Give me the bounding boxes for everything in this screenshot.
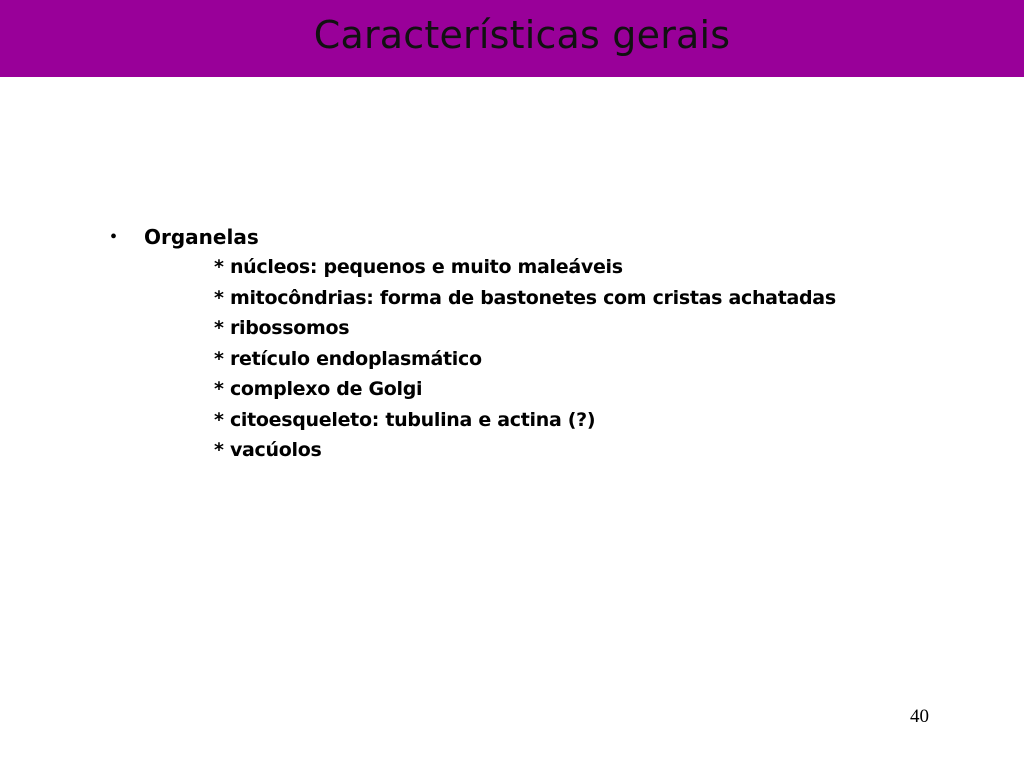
page-number: 40: [910, 706, 929, 727]
organelle-list: [110, 252, 990, 466]
bullet-dot-icon: •: [110, 226, 118, 248]
organelle-item-vacuolos: * vacúolos: [214, 439, 322, 461]
title-bar: [0, 0, 1024, 77]
organelle-item-mitocondrias: * mitocôndrias: forma de bastonetes com cristas achatadas: [214, 286, 836, 309]
slide-title: Características gerais: [313, 13, 731, 57]
slide-content: [110, 222, 990, 466]
organelle-item-ribossomos: * ribossomos: [214, 317, 350, 339]
bullet-label: Organelas: [144, 225, 259, 249]
organelle-item-citoesqueleto: * citoesqueleto: tubulina e actina (?): [214, 408, 596, 431]
organelle-item-nucleos: * núcleos: pequenos e muito maleáveis: [214, 256, 623, 278]
organelle-item-golgi: * complexo de Golgi: [214, 378, 423, 400]
bullet-item-organelas: [110, 222, 990, 252]
organelle-item-reticulo: * retículo endoplasmático: [214, 347, 482, 370]
